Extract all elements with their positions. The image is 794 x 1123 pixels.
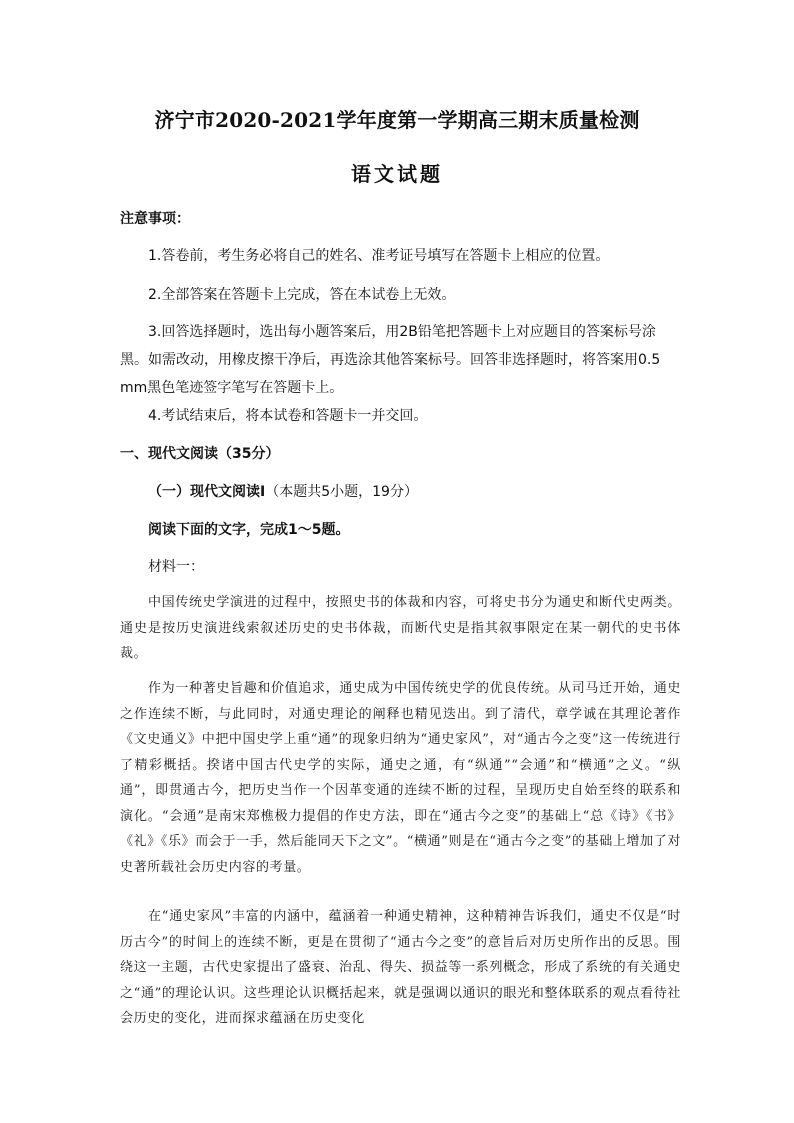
material-label: 材料一： bbox=[148, 559, 204, 575]
paragraph-2 bbox=[120, 676, 681, 880]
notice-item-4 bbox=[120, 402, 680, 430]
subsection-title: （一）现代文阅读Ⅰ bbox=[148, 484, 266, 500]
reading-instruction: 阅读下面的文字，完成1～5题。 bbox=[148, 522, 350, 538]
page-title: 济宁市2020-2021学年度第一学期高三期末质量检测 bbox=[154, 108, 640, 132]
subsection-heading bbox=[148, 481, 418, 501]
notice-item-1 bbox=[120, 242, 680, 270]
section-heading: 一、现代文阅读（35分） bbox=[120, 446, 280, 462]
notice-text: 4.考试结束后，将本试卷和答题卡一并交回。 bbox=[148, 408, 428, 424]
paragraph-text: 作为一种著史旨趣和价值追求，通史成为中国传统史学的优良传统。从司马迁开始，通史之作连续不断，与此同时，对通史理论的阐释也精见迭出。到了清代，章学诚在其理论著作《文史通义》中把中国史学上重“通”的现象归纳为“通史家风”，对“通古今之变”这一传统进行了精彩概括。揆诸中国古代史学的实际，通史之通，有“纵通”“会通”和“横通”之义。“纵通”，即贯通古今，把历史当作一个因革变通的连续不断的过程，呈现历史自始至终的联系和演化。“会通”是南宋郑樵极力提倡的作史方法，即在“通古今之变”的基础上“总《诗》《书》《礼》《乐》而会于一手，然后能同天下之文”。“横通”则是在“通古今之变”的基础上增加了对史著所载社会历史内容的考量。 bbox=[120, 681, 681, 875]
page-subtitle: 语文试题 bbox=[351, 162, 443, 186]
paragraph-text: 中国传统史学演进的过程中，按照史书的体裁和内容，可将史书分为通史和断代史两类。通史是按历史演进线索叙述历史的史书体裁，而断代史是指其叙事限定在某一朝代的史书体裁。 bbox=[120, 595, 681, 661]
paragraph-3 bbox=[120, 904, 681, 1032]
notice-text: 3.回答选择题时，选出每小题答案后，用2B铅笔把答题卡上对应题目的答案标号涂黑。如需改动，用橡皮擦干净后，再选涂其他答案标号。回答非选择题时，将答案用0.5 mm黑色笔迹签字笔写在答题卡上。 bbox=[120, 324, 661, 396]
notice-text: 2.全部答案在答题卡上完成，答在本试卷上无效。 bbox=[148, 287, 456, 303]
notice-text: 1.答卷前，考生务必将自己的姓名、准考证号填写在答题卡上相应的位置。 bbox=[148, 248, 610, 264]
paragraph-1 bbox=[120, 590, 681, 667]
notice-item-3 bbox=[120, 318, 680, 402]
notice-heading: 注意事项： bbox=[120, 211, 190, 227]
notice-item-2 bbox=[120, 281, 680, 309]
paragraph-text: 在“通史家风”丰富的内涵中，蕴涵着一种通史精神，这种精神告诉我们，通史不仅是“时历古今”的时间上的连续不断，更是在贯彻了“通古今之变”的意旨后对历史所作出的反思。围绕这一主题，古代史家提出了盛衰、治乱、得失、损益等一系列概念，形成了系统的有关通史之“通”的理论认识。这些理论认识概括起来，就是强调以通识的眼光和整体联系的观点看待社会历史的变化，进而探求蕴涵在历史变化 bbox=[120, 909, 681, 1026]
subsection-note: （本题共5小题，19分） bbox=[265, 484, 418, 500]
